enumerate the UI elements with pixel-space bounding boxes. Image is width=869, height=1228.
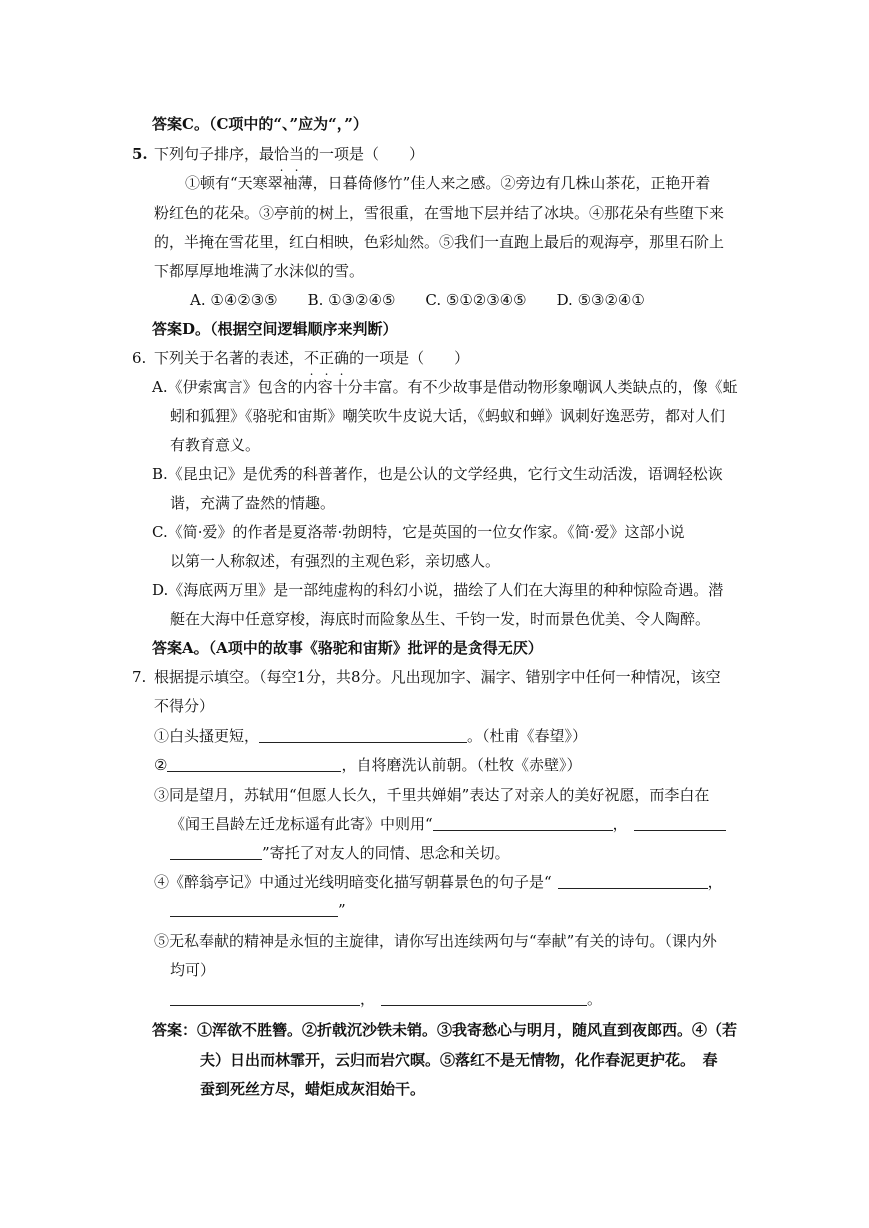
fill-blank[interactable]: [634, 814, 726, 831]
q5-passage-line: 粉红色的花朵。③亭前的树上，雪很重，在雪地下层并结了冰块。④那花朵有些堕下来: [154, 204, 725, 222]
q7-item-3-mid: ，: [612, 815, 628, 833]
fill-blank[interactable]: [167, 755, 341, 772]
q6-stem-post: 的一项是（ ）: [349, 349, 470, 367]
q6-number: 6.: [132, 349, 147, 367]
q7-item-4-post: ”: [338, 901, 346, 919]
q6-option-a-line: 蚓和狐狸》《骆驼和宙斯》嘲笑吹牛皮说大话，《蚂蚁和蝉》讽刺好逸恶劳，都对人们: [170, 407, 726, 425]
q7-item-5-line: 均可）: [170, 961, 216, 979]
q7-item-1-pre: ①白头搔更短，: [154, 727, 260, 745]
q6-option-a-line: A.《伊索寓言》包含的内容十分丰富。有不少故事是借动物形象嘲讽人类缺点的，像《蚯: [152, 378, 738, 396]
q7-item-3-line: [170, 814, 726, 834]
q6-option-a-line: 有教育意义。: [170, 436, 261, 454]
q7-item-3-line: ③同是望月，苏轼用“但愿人长久，千里共婵娟”表达了对亲人的美好祝愿，而李白在: [154, 786, 710, 804]
q6-stem-pre: 下列关于名著的表述，: [154, 349, 305, 367]
fill-blank[interactable]: [170, 989, 360, 1006]
q7-item-2-pre: ②: [154, 756, 168, 774]
fill-blank[interactable]: [170, 900, 338, 917]
q5-stem-pre: 下列句子排序，最: [154, 145, 275, 163]
q6-option-d-line: 艇在大海中任意穿梭，海底时而险象丛生、千钧一发，时而景色优美、令人陶醉。: [170, 610, 711, 628]
fill-blank[interactable]: [381, 989, 587, 1006]
q6-stem: [154, 348, 469, 368]
q7-item-5-end: 。: [587, 990, 603, 1008]
q6-option-c-line: 以第一人称叙述，有强烈的主观色彩，亲切感人。: [170, 552, 501, 570]
fill-blank[interactable]: [433, 814, 613, 831]
fill-blank[interactable]: [558, 872, 708, 889]
q7-stem-line: 根据提示填空。（每空1分，共8分。凡出现加字、漏字、错别字中任何一种情况，该空: [154, 668, 721, 686]
q6-option-b-line: 谐，充满了盎然的情趣。: [170, 494, 336, 512]
q7-item-5-line: ⑤无私奉献的精神是永恒的主旋律，请你写出连续两句与“奉献”有关的诗句。（课内外: [154, 932, 717, 950]
q5-emphasis-1: 恰: [274, 145, 290, 163]
q6-option-d-line: D.《海底两万里》是一部纯虚构的科幻小说，描绘了人们在大海里的种种惊险奇遇。潜: [152, 581, 724, 599]
q7-stem-line: 不得分）: [154, 697, 215, 715]
q6-answer: 答案A。（A项中的故事《骆驼和宙斯》批评的是贪得无厌）: [152, 639, 543, 657]
q7-item-2: [154, 755, 581, 775]
q4-answer: 答案C。（C项中的“、”应为“，”）: [152, 115, 368, 133]
q6-emphasis-2: 正: [319, 349, 335, 367]
q5-passage-line: ①顿有“天寒翠袖薄，日暮倚修竹”佳人来之感。②旁边有几株山茶花，正艳开着: [185, 174, 711, 192]
q7-item-3-post: ”寄托了对友人的同情、思念和关切。: [262, 844, 510, 862]
q5-stem: [154, 144, 424, 164]
q7-item-4-line: [170, 900, 346, 920]
q7-item-1-post: 。（杜甫《春望》）: [467, 727, 588, 745]
fill-blank[interactable]: [170, 843, 262, 860]
q7-number: 7.: [132, 668, 147, 686]
q6-emphasis-1: 不: [304, 349, 320, 367]
q5-stem-post: 的一项是（ ）: [304, 145, 425, 163]
q7-answer-line: 夫）日出而林霏开，云归而岩穴暝。⑤落红不是无情物，化作春泥更护花。 春: [200, 1051, 718, 1069]
fill-blank[interactable]: [259, 726, 467, 743]
q7-answer-line: 蚕到死丝方尽，蜡炬成灰泪始干。: [200, 1080, 426, 1098]
q7-item-4-line: [154, 872, 723, 892]
q7-answer-line: 答案：①浑欲不胜簪。②折戟沉沙铁未销。③我寄愁心与明月，随风直到夜郎西。④（若: [152, 1021, 738, 1039]
q7-item-3-pre: 《闻王昌龄左迁龙标遥有此寄》中则用“: [170, 815, 433, 833]
q6-option-b-line: B.《昆虫记》是优秀的科普著作，也是公认的文学经典，它行文生动活泼，语调轻松诙: [152, 465, 723, 483]
q5-options: A. ①④②③⑤ B. ①③②④⑤ C. ⑤①②③④⑤ D. ⑤③②④①: [190, 291, 645, 309]
q7-item-5-line: [170, 989, 602, 1009]
q7-item-2-post: ，自将磨洗认前朝。（杜牧《赤壁》）: [341, 756, 582, 774]
q7-item-1: [154, 726, 587, 746]
q7-item-4-pre: ④《醉翁亭记》中通过光线明暗变化描写朝暮景色的句子是“: [154, 873, 552, 891]
q6-option-c-line: C.《简·爱》的作者是夏洛蒂·勃朗特，它是英国的一位女作家。《简·爱》这部小说: [152, 523, 685, 541]
q7-item-5-mid: ，: [360, 990, 376, 1008]
q7-item-4-mid: ，: [707, 873, 723, 891]
q5-passage-line: 下都厚厚地堆满了水沫似的雪。: [154, 262, 365, 280]
q7-item-3-line: [170, 843, 510, 863]
q5-emphasis-2: 当: [289, 145, 305, 163]
q6-emphasis-3: 确: [334, 349, 350, 367]
q5-answer: 答案D。（根据空间逻辑顺序来判断）: [152, 320, 398, 338]
q5-number: 5.: [132, 145, 148, 163]
q5-passage-line: 的，半掩在雪花里，红白相映，色彩灿然。⑤我们一直跑上最后的观海亭，那里石阶上: [154, 233, 725, 251]
